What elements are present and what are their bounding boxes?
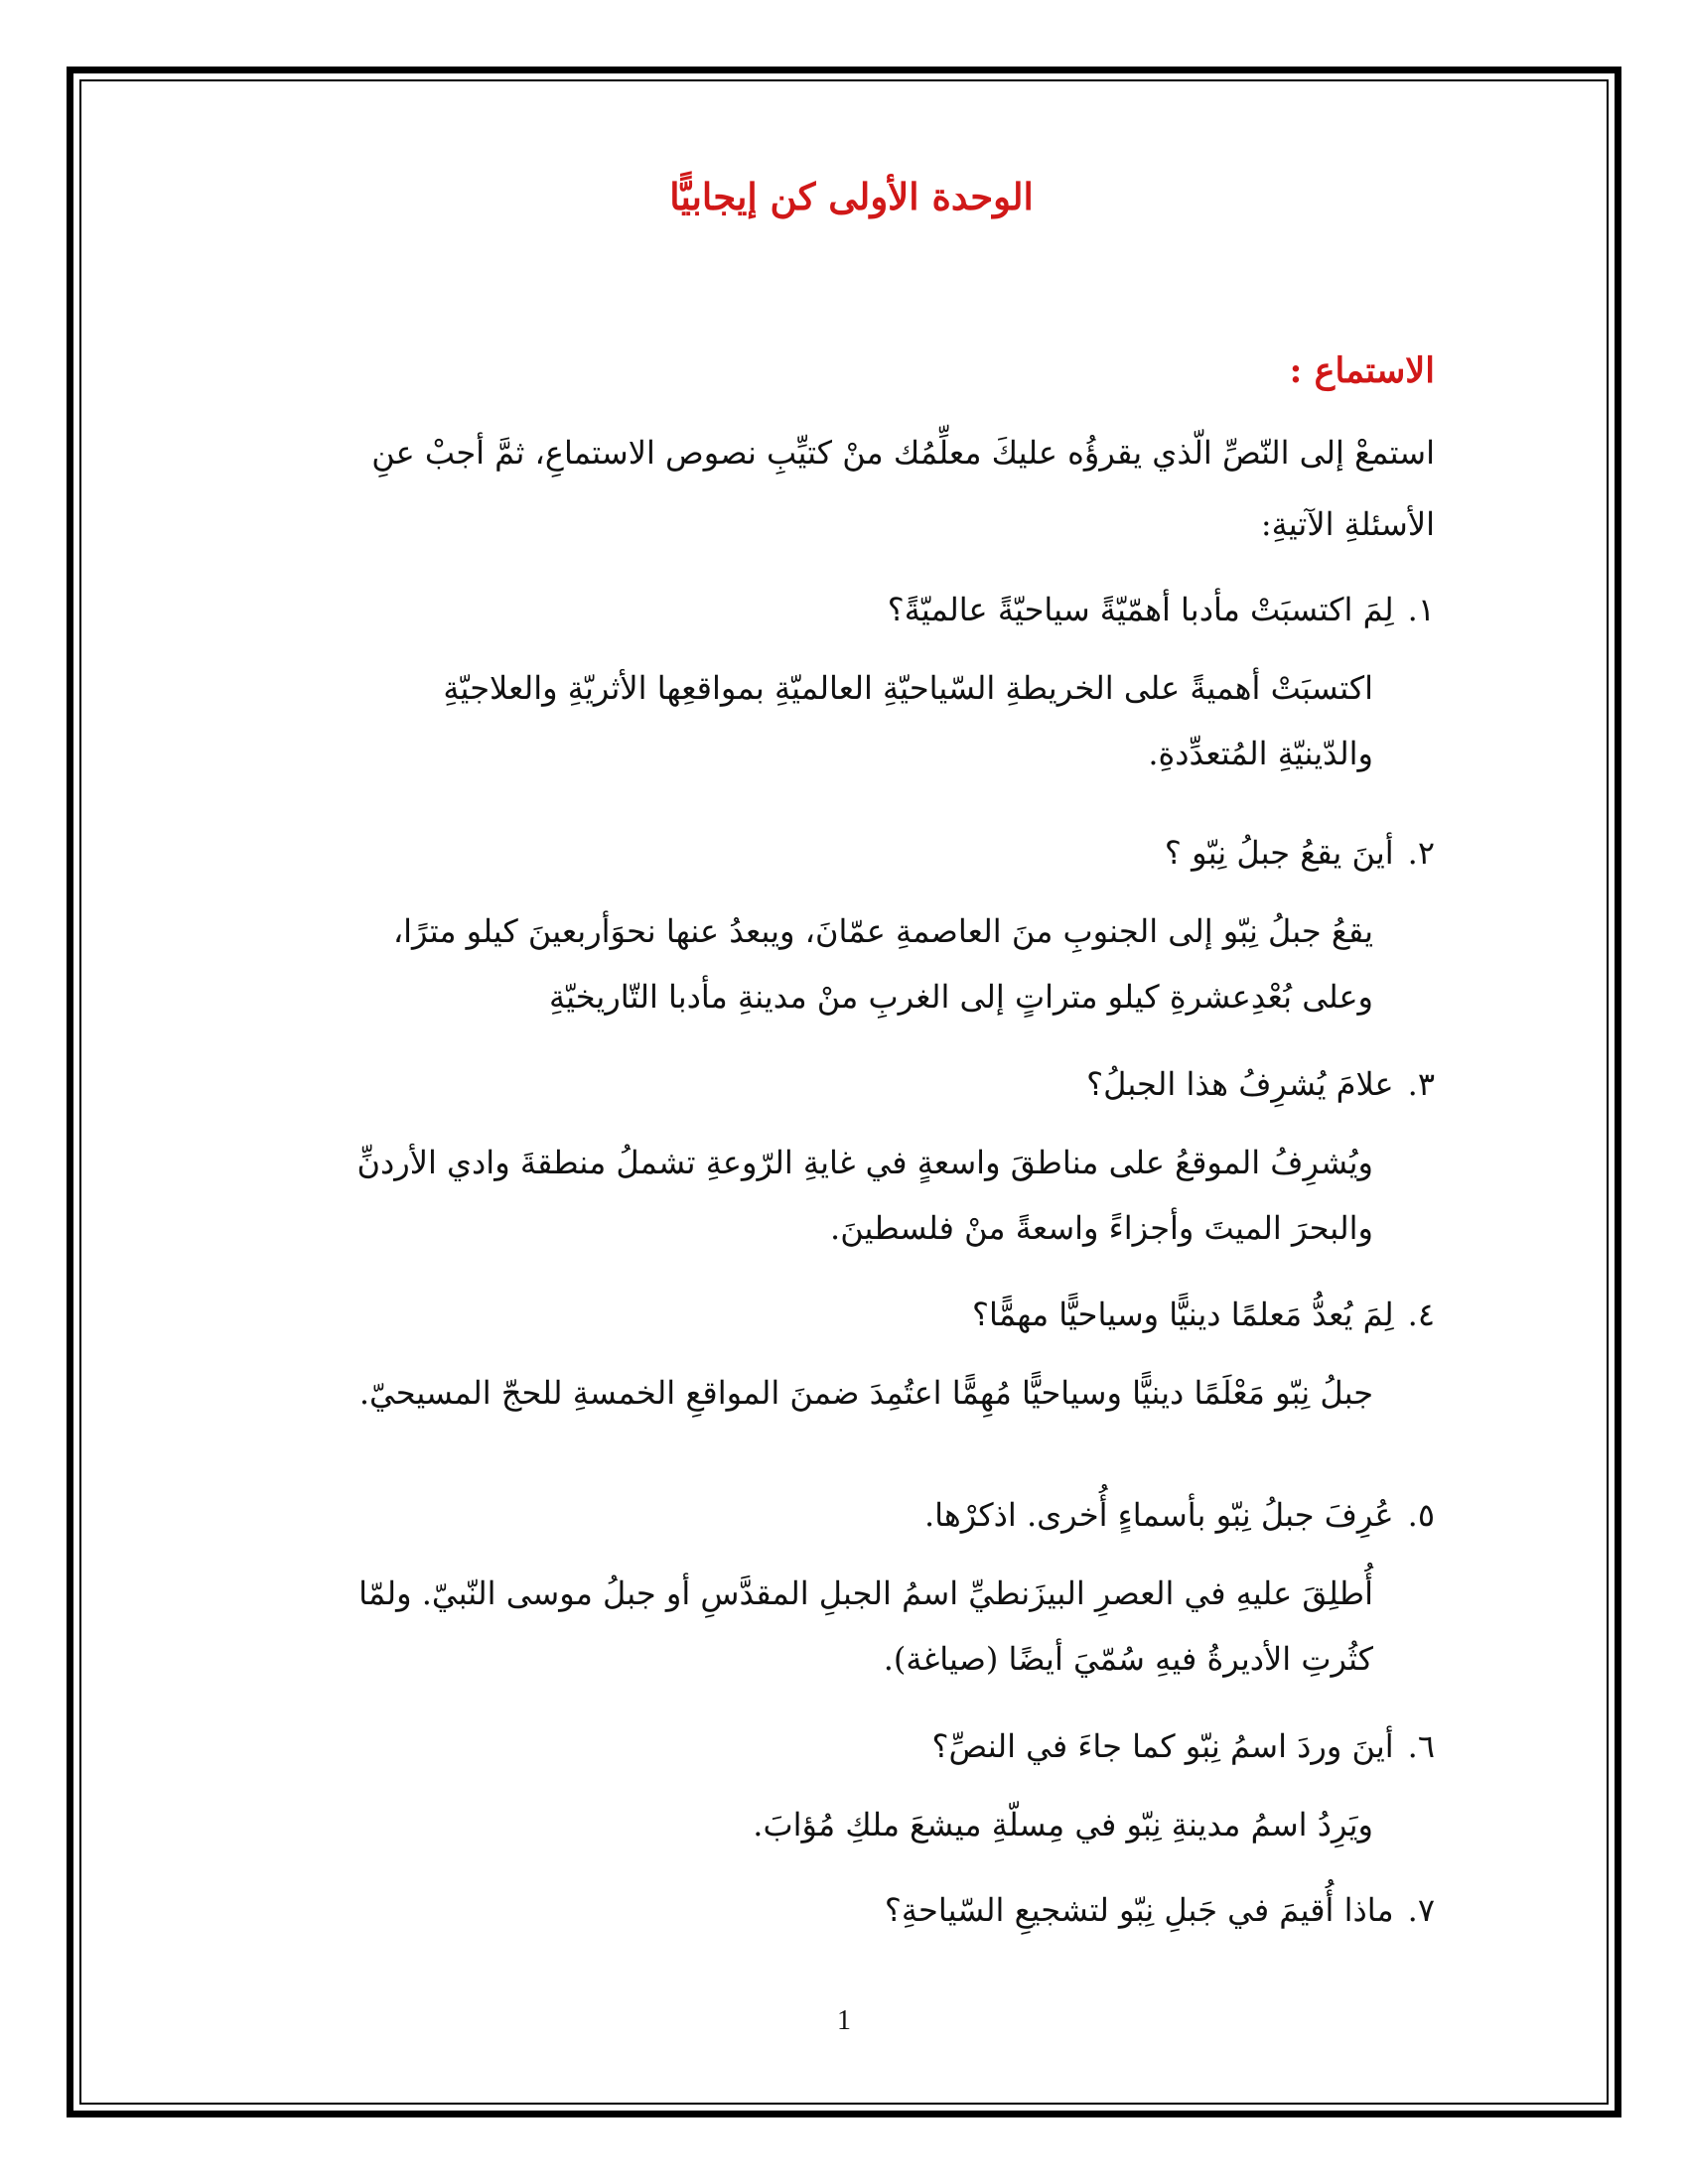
question-text: أينَ يقعُ جبلُ نِبّو ؟: [1164, 834, 1394, 872]
answer-line: كثُرتِ الأديرةُ فيهِ سُمّيَ أيضًا (صياغة).: [883, 1640, 1373, 1678]
question-number: ٦.: [1407, 1727, 1435, 1765]
answer-6: [268, 1792, 1373, 1857]
answer-4: [268, 1360, 1373, 1426]
question-text: لِمَ يُعدُّ مَعلمًا دينيًّا وسياحيًّا مهمًّا؟: [971, 1296, 1394, 1333]
question-5: [268, 1491, 1435, 1539]
unit-title: الوحدة الأولى كن إيجابيًّا: [669, 175, 1034, 218]
qa-item-6: [268, 1722, 1435, 1857]
answer-line: اكتسبَتْ أهميةً على الخريطةِ السّياحيّةِ العالميّةِ بمواقعِها الأثريّةِ والعلاجيّةِ: [443, 669, 1373, 707]
intro-line-1: استمعْ إلى النّصِّ الّذي يقرؤُه عليكَ معلِّمُك منْ كتيِّبِ نصوص الاستماعِ، ثمَّ أجبْ عنِ: [371, 434, 1435, 472]
question-7: [268, 1886, 1435, 1934]
answer-5: [268, 1561, 1373, 1692]
question-number: ٧.: [1407, 1891, 1435, 1929]
answer-line: يقعُ جبلُ نِبّو إلى الجنوبِ منَ العاصمةِ عمّانَ، ويبعدُ عنها نحوَأربعينَ كيلو مترًا،: [392, 912, 1373, 950]
answer-line: والبحرَ الميتَ وأجزاءً واسعةً منْ فلسطينَ.: [830, 1209, 1373, 1247]
answer-3: [268, 1130, 1373, 1261]
qa-item-4: [268, 1291, 1435, 1426]
question-number: ٣.: [1407, 1065, 1435, 1103]
answer-line: ويُشرِفُ الموقعُ على مناطقَ واسعةٍ في غايةِ الرّوعةِ تشملُ منطقةَ وادي الأردنِّ: [356, 1144, 1373, 1181]
answer-line: جبلُ نِبّو مَعْلَمًا دينيًّا وسياحيًّا مُهِمًّا اعتُمِدَ ضمنَ المواقعِ الخمسةِ للحجّ المسيحيّ.: [358, 1374, 1373, 1412]
question-2: [268, 829, 1435, 877]
qa-item-3: [268, 1060, 1435, 1261]
qa-item-1: [268, 586, 1435, 786]
question-6: [268, 1722, 1435, 1770]
question-number: ٥.: [1407, 1496, 1435, 1534]
question-text: لِمَ اكتسبَتْ مأدبا أهمّيّةً سياحيّةً عالميّةً؟: [887, 591, 1394, 628]
qa-item-5: [268, 1491, 1435, 1692]
question-number: ١.: [1407, 591, 1435, 628]
answer-1: [268, 655, 1373, 786]
answer-line: والدّينيّةِ المُتعدِّدةِ.: [1148, 735, 1373, 772]
page-number: 1: [837, 2005, 851, 2036]
intro-line-2: الأسئلةِ الآتيةِ:: [1260, 505, 1435, 543]
question-number: ٢.: [1407, 834, 1435, 872]
answer-line: ويَرِدُ اسمُ مدينةِ نِبّو في مِسلّةِ ميشعَ ملكِ مُؤابَ.: [753, 1806, 1373, 1843]
qa-item-2: [268, 829, 1435, 1029]
question-1: [268, 586, 1435, 633]
question-text: أينَ وردَ اسمُ نِبّو كما جاءَ في النصِّ؟: [931, 1727, 1394, 1765]
section-heading-listening: الاستماع :: [1289, 350, 1435, 391]
question-text: عُرِفَ جبلُ نِبّو بأسماءٍ أُخرى. اذكرْها.: [923, 1496, 1394, 1534]
answer-line: أُطلِقَ عليهِ في العصرِ البيزَنطيِّ اسمُ الجبلِ المقدَّسِ أو جبلُ موسى النّبيّ. ولمّا: [358, 1574, 1373, 1612]
question-3: [268, 1060, 1435, 1108]
question-number: ٤.: [1407, 1296, 1435, 1333]
question-4: [268, 1291, 1435, 1338]
question-text: ماذا أُقيمَ في جَبلِ نِبّو لتشجيعِ السّياحةِ؟: [884, 1891, 1394, 1929]
qa-item-7: [268, 1886, 1435, 1934]
answer-line: وعلى بُعْدِعشرةِ كيلو متراتٍ إلى الغربِ منْ مدينةِ مأدبا التّاريخيّةِ: [548, 978, 1373, 1016]
answer-2: [268, 898, 1373, 1029]
document-content: [268, 0, 1435, 2184]
question-text: علامَ يُشرِفُ هذا الجبلُ؟: [1086, 1065, 1394, 1103]
intro-paragraph: [268, 417, 1435, 560]
